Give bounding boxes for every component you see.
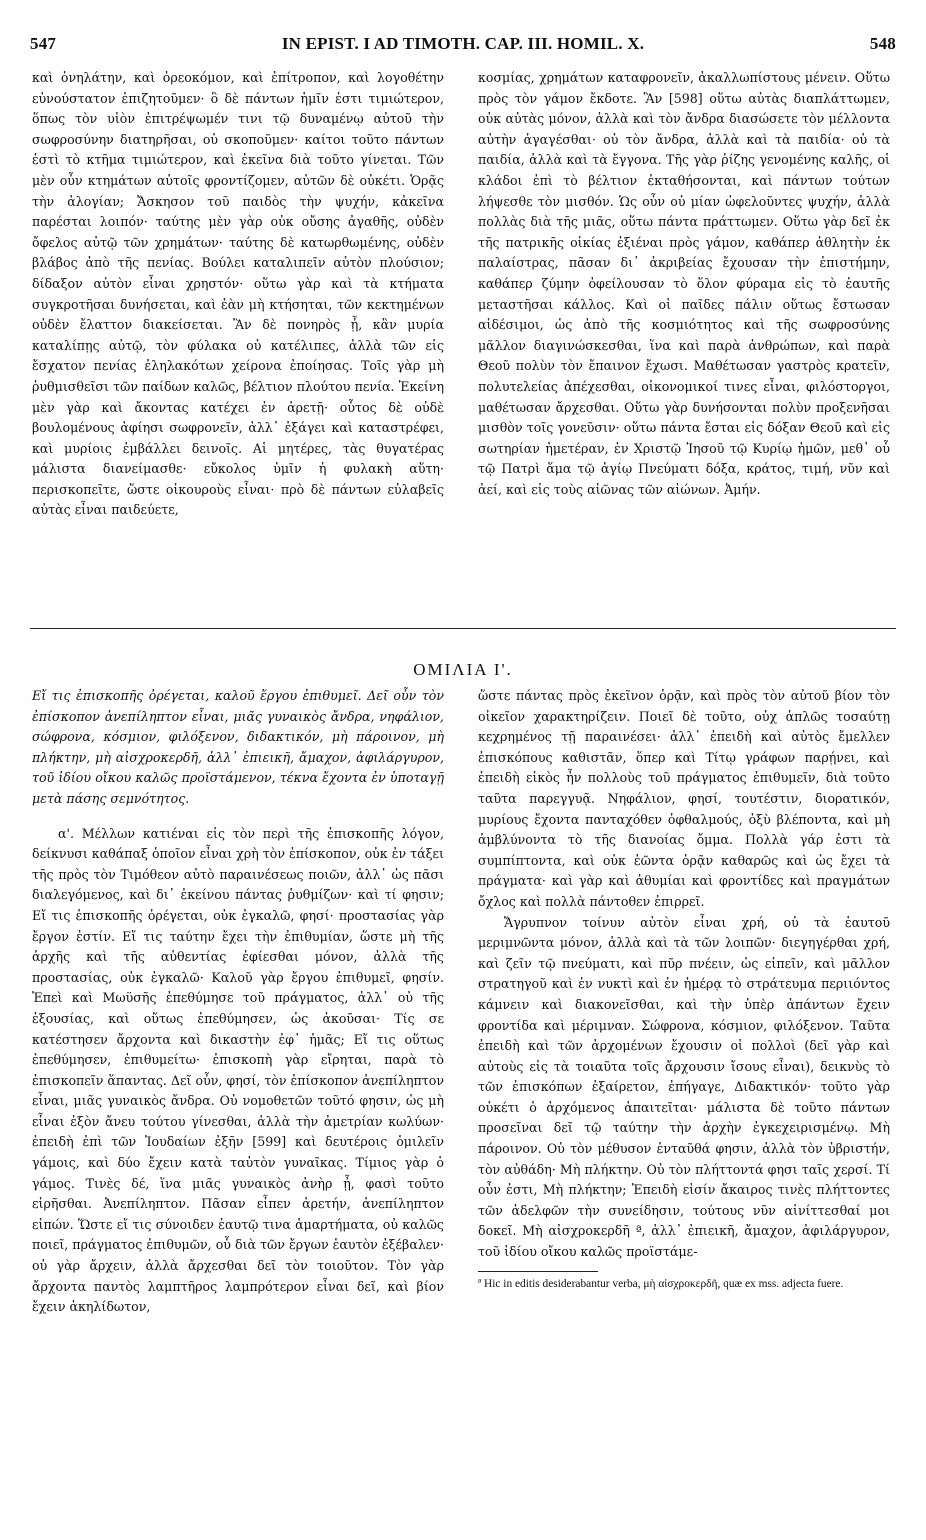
scripture-lemma: Εἴ τις ἐπισκοπῆς ὀρέγεται, καλοῦ ἔργου ἐπιθυμεῖ. Δεῖ οὖν τὸν ἐπίσκοπον ἀνεπίληπτον εἶναι, μιᾶς γυναικὸς ἄνδρα, νηφάλιον, σώφρονα, κόσμιον, φιλόξενον, διδακτικόν, μὴ πάροινον, μὴ πλήκτην, μὴ αἰσχροκερδῆ, ἀλλ᾽ ἐπιεικῆ, ἄμαχον, ἀφιλάργυρον, τοῦ ἰδίου οἴκου καλῶς προϊστάμενον, τέκνα ἔχοντα ἐν ὑποταγῇ μετὰ πάσης σεμνότητος. <box>32 688 444 806</box>
lower-left-column <box>32 686 444 1318</box>
lower-right-column <box>478 686 890 1292</box>
footnote-rule <box>478 1271 598 1272</box>
footnote: ª Hic in editis desiderabantur verba, μὴ αἰσχροκερδῆ, quæ ex mss. adjecta fuere. <box>478 1277 844 1290</box>
homily-title: ΟΜΙΛΙΑ Ι'. <box>413 660 513 679</box>
page-number-right: 548 <box>869 34 896 53</box>
upper-right-column <box>478 68 890 500</box>
section-divider <box>30 628 896 629</box>
running-head <box>30 34 896 58</box>
upper-left-text: καὶ ὀνηλάτην, καὶ ὀρεοκόμον, καὶ ἐπίτροπον, καὶ λογοθέτην εὐνούστατον ἐπιζητοῦμεν· ὃ δὲ πάντων ἡμῖν ἐστι τιμιώτερον, ὅπως τὸν υἱὸν ἐπιτρέψωμέν τινι τῷ δυναμένῳ αὐτοῦ τὴν σωφροσύνην διατηρῆσαι, οὐ σκοποῦμεν· καίτοι τοῦτο πάντων ἐστὶ τὸ κτῆμα τιμιώτερον, καὶ ἐκεῖνα διὰ τοῦτο γίνεται. Τῶν μὲν οὖν κτημάτων αὐτοῖς φροντίζομεν, αὐτῶν δὲ οὐκέτι. Ὁρᾷς τὴν ἀλογίαν; Ἄσκησον τοῦ παιδὸς τὴν ψυχήν, κἀκεῖνα παρέσται λοιπόν· ταύτης μὲν γὰρ οὐκ οὔσης ἀγαθῆς, οὐδὲν ὄφελος αὐτῷ τῶν χρημάτων· ταύτης δὲ κατωρθωμένης, οὐδὲν βλάβος ἀπὸ τῆς πενίας. Βούλει καταλιπεῖν αὐτὸν πλούσιον; δίδαξον αὐτὸν εἶναι χρηστόν· οὕτω γὰρ καὶ τὰ κτήματα συγκροτῆσαι δυνήσεται, καὶ ἐὰν μὴ κτήσηται, τῶν κεκτημένων οὐδὲν ἔλαττον διακείσεται. Ἂν δὲ πονηρὸς ᾖ, κἂν μυρία καταλίπῃς αὐτῷ, τὸν φύλακα οὐ κατέλιπες, ἀλλὰ τῶν εἰς ἔσχατον πενίας ἐληλακότων χείρονα ἐποίησας. Τοῖς γὰρ μὴ ῥυθμισθεῖσι τῶν παίδων καλῶς, βέλτιον πλούτου πενία. Ἐκείνη μὲν γὰρ καὶ ἄκοντας κατέχει ἐν ἀρετῇ· οὗτος δὲ οὐδὲ βουλομένους ἀφίησι σωφρονεῖν, ἀλλ᾽ ἐξάγει καὶ καταστρέφει, καὶ μυρίοις ἐμβάλλει δεινοῖς. Αἱ μητέρες, τὰς θυγατέρας μάλιστα διανείμασθε· εὔκολος ὑμῖν ἡ φυλακὴ αὕτη· περισκοπεῖτε, ὥστε οἰκουροὺς εἶναι· πρὸ δὲ πάντων εὐλαβεῖς αὐτὰς εἶναι παιδεύετε, <box>32 70 444 518</box>
lower-right-text-2: Ἄγρυπνον τοίνυν αὐτὸν εἶναι χρή, οὐ τὰ ἑαυτοῦ μεριμνῶντα μόνον, ἀλλὰ καὶ τὰ τῶν λοιπῶν· διεγηγέρθαι χρή, καὶ ζεῖν τῷ πνεύματι, καὶ πῦρ πνέειν, ὡς εἰπεῖν, καὶ μᾶλλον στρατηγοῦ καὶ ἐν νυκτὶ καὶ ἐν ἡμέρᾳ τὸ στράτευμα περιιόντος κάμνειν καὶ διακονεῖσθαι, καὶ τὴν ὑπὲρ ἁπάντων ἔχειν φροντίδα καὶ μέριμναν. Σώφρονα, κόσμιον, φιλόξενον. Ταῦτα ἐπειδὴ καὶ τῶν ἀρχομένων ἔχουσιν οἱ πολλοὶ (δεῖ γὰρ καὶ αὐτοὺς εἰς τὰ τοιαῦτα τοῖς ἄρχουσιν ἴσους εἶναι), δεικνὺς τὸ τῶν ἐπισκόπων ἐξαίρετον, ἐπήγαγε, Διδακτικόν· τοῦτο γὰρ οὐκέτι ὁ ἀρχόμενος ἀπαιτεῖται· μάλιστα δὲ τοῦτο πάντων προσεῖναι δεῖ τῷ ταύτην τὴν ἀρχὴν ἐγκεχειρισμένῳ. Μὴ πάροινον. Οὐ τὸν μέθυσον ἐνταῦθά φησιν, ἀλλὰ τὸν ὑβριστήν, τὸν αὐθάδη· Μὴ πλήκτην. Οὐ τὸν πλήττοντά φησι ταῖς χερσί. Τί οὖν ἐστι, Μὴ πλήκτην; Ἐπειδὴ εἰσίν ἄκαιρος τινὲς πλήττοντες τῶν ἀδελφῶν τὴν συνείδησιν, τούτους νῦν αἰνίττεσθαί μοι δοκεῖ. Μὴ αἰσχροκερδῆ ª, ἀλλ᾽ ἐπιεικῆ, ἄμαχον, ἀφιλάργυρον, τοῦ ἰδίου οἴκου καλῶς προϊστάμε- <box>478 914 890 1260</box>
page-number-left: 547 <box>30 34 57 53</box>
running-title: IN EPIST. I AD TIMOTH. CAP. III. HOMIL. X. <box>281 34 645 53</box>
upper-right-text: κοσμίας, χρημάτων καταφρονεῖν, ἀκαλλωπίστους μένειν. Οὕτω πρὸς τὸν γάμον ἔκδοτε. Ἂν [598] οὕτω αὐτὰς διαπλάττωμεν, οὐκ αὐτὰς μόνον, ἀλλὰ καὶ τὸν ἄνδρα διασώσετε τὸν μέλλοντα αὐτὴν ἀγαγέσθαι· οὐ τὸν ἄνδρα, ἀλλὰ καὶ τὰ παιδία· οὐ τὰ παιδία, ἀλλὰ καὶ τὰ ἔγγονα. Τῆς γὰρ ῥίζης γενομένης καλῆς, οἱ κλάδοι ἐπὶ τὸ βέλτιον ἐκταθήσονται, καὶ πάντων τούτων λήψεσθε τὸν μισθόν. Ὡς οὖν οὐ μίαν ὠφελοῦντες ψυχήν, ἀλλὰ πολλὰς διὰ τῆς μιᾶς, οὕτω πάντα πράττωμεν. Οὕτω γὰρ δεῖ ἐκ τῆς πατρικῆς οἰκίας ἐξιέναι πρὸς γάμον, καθάπερ ἀθλητὴν ἐκ παλαίστρας, πᾶσαν δι᾽ ἀκριβείας ἔχουσαν τὴν ἐπιστήμην, καθάπερ ζύμην ὀφείλουσαν τὸ ὅλον φύραμα εἰς τὸ ἑαυτῆς μεταστῆσαι κάλλος. Καὶ οἱ παῖδες πάλιν οὕτως ἔστωσαν αἰδέσιμοι, ὡς ἀπὸ τῆς κοσμιότητος καὶ τῆς σωφροσύνης μᾶλλον διαγινώσκεσθαι, ἵνα καὶ παρὰ ἀνθρώπων, καὶ παρὰ Θεοῦ πολὺν τὸν ἔπαινον ἔχωσι. Μαθέτωσαν γαστρὸς κρατεῖν, πολυτελείας ἀπέχεσθαι, οἰκονομικοί τινες εἶναι, φιλόστοργοι, μαθέτωσαν ἄρχεσθαι. Οὕτω γὰρ δυνήσονται πολὺν προξενῆσαι μισθὸν τοῖς γονεῦσιν· οὕτω πάντα ἔσται εἰς δόξαν Θεοῦ καὶ εἰς σωτηρίαν ἡμετέραν, ἐν Χριστῷ Ἰησοῦ τῷ Κυρίῳ ἡμῶν, μεθ᾽ οὗ τῷ Πατρὶ ἅμα τῷ ἁγίῳ Πνεύματι δόξα, κράτος, τιμή, νῦν καὶ ἀεί, καὶ εἰς τοὺς αἰῶνας τῶν αἰώνων. Ἀμήν. <box>478 70 890 497</box>
lower-left-text: α'. Μέλλων κατιέναι εἰς τὸν περὶ τῆς ἐπισκοπῆς λόγον, δείκνυσι καθάπαξ ὁποῖον εἶναι χρὴ τὸν ἐπίσκοπον, οὐκ ἐν τάξει τῆς πρὸς τὸν Τιμόθεον αὐτὸ παραινέσεως ποιῶν, ἀλλ᾽ ὡς πᾶσι διαλεγόμενος, καὶ δι᾽ ἐκείνου πάντας ῥυθμίζων· καὶ τί φησιν; Εἴ τις ἐπισκοπῆς ὀρέγεται, οὐκ ἐγκαλῶ, φησί· προστασίας γὰρ ἔργον ἐστίν. Εἴ τις ταύτην ἔχει τὴν ἐπιθυμίαν, ὥστε μὴ τῆς ἀρχῆς καὶ τῆς αὐθεντίας ἐφίεσθαι μόνον, ἀλλὰ τῆς προστασίας, οὐκ ἐγκαλῶ· Καλοῦ γὰρ ἔργου ἐπιθυμεῖ, φησίν. Ἐπεὶ καὶ Μωϋσῆς ἐπεθύμησε τοῦ πράγματος, ἀλλ᾽ οὐ τῆς ἐξουσίας, καὶ οὕτως ἐπεθύμησεν, ὡς ἀκοῦσαι· Τίς σε κατέστησεν ἄρχοντα καὶ δικαστὴν ἐφ᾽ ἡμᾶς; Εἴ τις οὕτως ἐπεθύμησεν, ἐπιθυμείτω· ἐπισκοπὴ γὰρ εἴρηται, παρὰ τὸ ἐπισκοπεῖν ἅπαντας. Δεῖ οὖν, φησί, τὸν ἐπίσκοπον ἀνεπίληπτον εἶναι, μιᾶς γυναικὸς ἄνδρα. Οὐ νομοθετῶν τοῦτό φησιν, ὡς μὴ εἶναι ἐξὸν ἄνευ τούτου γίνεσθαι, ἀλλὰ τὴν ἀμετρίαν κωλύων· ἐπειδὴ ἐπὶ τῶν Ἰουδαίων ἐξῆν [599] καὶ δευτέροις ὁμιλεῖν γάμοις, καὶ δύο ἔχειν κατὰ ταὐτὸν γυναῖκας. Τίμιος γὰρ ὁ γάμος. Τινὲς δέ, ἵνα μιᾶς γυναικὸς ἀνὴρ ᾖ, φασὶ τοῦτο εἰρῆσθαι. Ἀνεπίληπτον. Πᾶσαν εἶπεν ἀρετήν, ἀνεπίληπτον εἰπών. Ὥστε εἴ τις σύνοιδεν ἑαυτῷ τινα ἁμαρτήματα, οὐ καλῶς ποιεῖ, πράγματος ἐπιθυμῶν, οὗ διὰ τῶν ἔργων ἑαυτὸν ἐξέβαλεν· οὐ γὰρ ἄρχειν, ἀλλὰ ἄρχεσθαι δεῖ τὸν τοιοῦτον. Τὸν γὰρ ἄρχοντα παντὸς λαμπτῆρος λαμπρότερον εἶναι δεῖ, καὶ βίον ἔχειν ἀκηλίδωτον, <box>32 825 444 1315</box>
upper-left-column <box>32 68 444 521</box>
lower-right-text-1: ὥστε πάντας πρὸς ἐκεῖνον ὁρᾷν, καὶ πρὸς τὸν αὐτοῦ βίον τὸν οἰκεῖον χαρακτηρίζειν. Ποιεῖ δὲ τοῦτο, οὐχ ἁπλῶς τοσαύτῃ κεχρημένος τῇ παραινέσει· ἀλλ᾽ ἐπειδὴ καὶ αὐτὸς ἔμελλεν ἐπισκόπους καθιστᾶν, ὅπερ καὶ Τίτῳ γράφων παρῄνει, καὶ ἐπειδὴ εἰκὸς ἦν πολλοὺς τοῦ πράγματος ἐπιθυμεῖν, διὰ τοῦτο ταῦτα παρεγγυᾷ. Νηφάλιον, φησί, τουτέστιν, διορατικόν, μυρίους ἔχοντα πανταχόθεν ὀφθαλμούς, ὀξὺ βλέποντα, καὶ μὴ ἀμβλύνοντα τὸ τῆς διανοίας ὄμμα. Πολλὰ γάρ ἐστι τὰ συμπίπτοντα, καὶ οὐκ ἐῶντα ὁρᾷν καθαρῶς καὶ ὡς ἔχει τὰ πράγματα· καὶ γὰρ καὶ ἀθυμίαι καὶ φροντίδες καὶ πραγμάτων ὄχλος καὶ πολλὰ πάντοθεν ἐπιρρεῖ. <box>478 688 890 909</box>
